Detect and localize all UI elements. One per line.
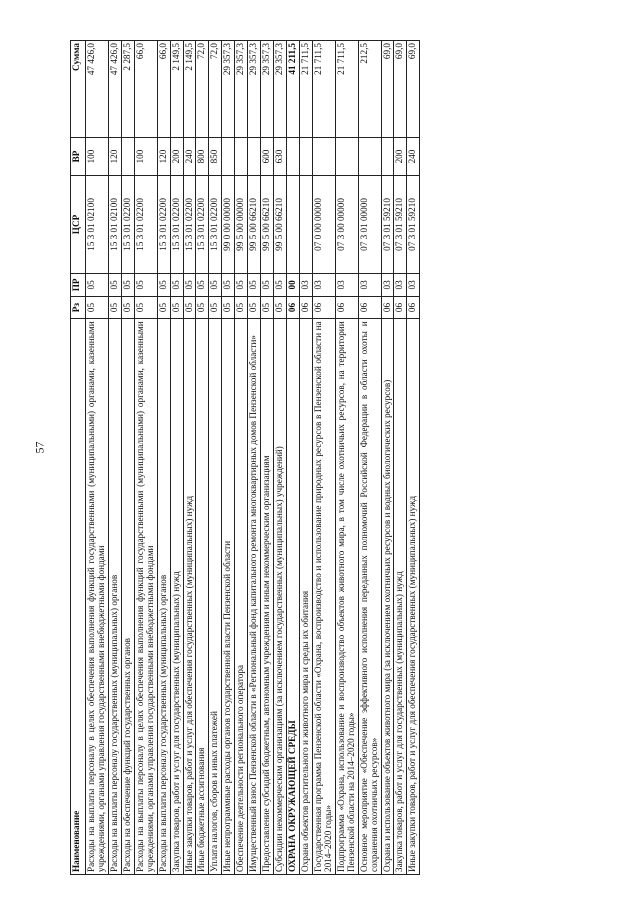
cell-rz: 06	[299, 296, 312, 319]
table-row	[335, 41, 358, 875]
table-row	[183, 41, 196, 875]
cell-vr: 200	[394, 138, 407, 176]
header-pr: ПР	[71, 274, 86, 297]
cell-rz: 05	[108, 296, 121, 319]
cell-sum: 72,0	[209, 41, 222, 138]
cell-rz: 05	[196, 296, 209, 319]
cell-pr: 05	[121, 274, 134, 297]
cell-csr: 15 3 01 02200	[157, 175, 170, 273]
table-row	[170, 41, 183, 875]
cell-csr: 07 0 00 00000	[312, 175, 335, 273]
cell-rz: 06	[312, 296, 335, 319]
cell-vr: 850	[209, 138, 222, 176]
cell-csr: 07 3 00 00000	[335, 175, 358, 273]
cell-pr: 03	[358, 274, 381, 297]
cell-vr	[335, 138, 358, 176]
header-vr: ВР	[71, 138, 86, 176]
cell-csr: 07 3 01 59210	[381, 175, 394, 273]
cell-csr: 15 3 01 02100	[108, 175, 121, 273]
cell-vr: 240	[183, 138, 196, 176]
cell-vr: 240	[407, 138, 420, 176]
cell-csr: 15 3 01 02200	[196, 175, 209, 273]
cell-name: Уплата налогов, сборов и иных платежей	[209, 319, 222, 875]
cell-pr: 05	[108, 274, 121, 297]
cell-pr: 05	[86, 274, 109, 297]
cell-vr	[235, 138, 248, 176]
cell-name: Закупка товаров, работ и услуг для государственных (муниципальных) нужд	[170, 319, 183, 875]
table-row	[381, 41, 394, 875]
cell-vr	[381, 138, 394, 176]
cell-rz: 06	[335, 296, 358, 319]
cell-sum: 29 357,3	[222, 41, 235, 138]
table-row	[299, 41, 312, 875]
page-number: 57	[32, 441, 47, 454]
cell-pr: 05	[196, 274, 209, 297]
cell-name: Охрана и использование объектов животного мира (за исключением охотничьих ресурсов и водных биологических ресурсов)	[381, 319, 394, 875]
cell-pr: 05	[248, 274, 261, 297]
cell-sum: 69,0	[394, 41, 407, 138]
cell-csr: 07 3 01 59210	[407, 175, 420, 273]
cell-pr: 05	[261, 274, 274, 297]
budget-table	[70, 40, 420, 875]
cell-vr: 120	[108, 138, 121, 176]
cell-sum: 72,0	[196, 41, 209, 138]
cell-name: Основное мероприятие «Обеспечение эффективного исполнения переданных полномочий Российской Федерации в области охоты и сохранения охотничьих ресурсов»	[358, 319, 381, 875]
cell-pr: 00	[287, 274, 300, 297]
cell-csr: 15 3 01 02200	[134, 175, 157, 273]
table-row	[157, 41, 170, 875]
cell-rz: 05	[261, 296, 274, 319]
cell-sum: 29 357,3	[274, 41, 287, 138]
cell-vr: 100	[86, 138, 109, 176]
table-row	[134, 41, 157, 875]
cell-sum: 2 149,5	[183, 41, 196, 138]
cell-rz: 05	[183, 296, 196, 319]
cell-vr	[287, 138, 300, 176]
cell-pr: 05	[235, 274, 248, 297]
cell-vr	[299, 138, 312, 176]
cell-rz: 05	[209, 296, 222, 319]
cell-vr	[312, 138, 335, 176]
cell-sum: 66,0	[134, 41, 157, 138]
cell-pr: 05	[170, 274, 183, 297]
table-row	[235, 41, 248, 875]
cell-rz: 05	[274, 296, 287, 319]
table-row	[394, 41, 407, 875]
cell-pr: 05	[209, 274, 222, 297]
cell-name: Иные закупки товаров, работ и услуг для обеспечения государственных (муниципальных) нужд	[183, 319, 196, 875]
cell-csr: 99 5 00 00000	[235, 175, 248, 273]
cell-sum: 69,0	[407, 41, 420, 138]
header-csr: ЦСР	[71, 175, 86, 273]
cell-name: Имущественный взнос Пензенской области в «Региональный фонд капитального ремонта многоквартирных домов Пензенской области»	[248, 319, 261, 875]
cell-rz: 05	[222, 296, 235, 319]
cell-csr	[299, 175, 312, 273]
cell-pr: 03	[299, 274, 312, 297]
cell-name: Субсидии некоммерческим организациям (за исключением государственных (муниципальных) учреждений)	[274, 319, 287, 875]
cell-sum: 41 211,5	[287, 41, 300, 138]
cell-name: Закупка товаров, работ и услуг для государственных (муниципальных) нужд	[394, 319, 407, 875]
cell-sum: 29 357,3	[235, 41, 248, 138]
cell-rz: 06	[381, 296, 394, 319]
cell-rz: 05	[157, 296, 170, 319]
table-row	[248, 41, 261, 875]
cell-rz: 05	[248, 296, 261, 319]
cell-rz: 05	[170, 296, 183, 319]
cell-pr: 05	[222, 274, 235, 297]
cell-pr: 05	[274, 274, 287, 297]
cell-pr: 03	[381, 274, 394, 297]
table-row	[196, 41, 209, 875]
table-row	[108, 41, 121, 875]
table-row	[287, 41, 300, 875]
cell-sum: 66,0	[157, 41, 170, 138]
cell-name: Обеспечение деятельности регионального оператора	[235, 319, 248, 875]
cell-name: Охрана объектов растительного и животного мира и среды их обитания	[299, 319, 312, 875]
table-row	[261, 41, 274, 875]
cell-vr: 600	[261, 138, 274, 176]
cell-sum: 212,5	[358, 41, 381, 138]
cell-name: Расходы на выплаты персоналу в целях обеспечения выполнения функций государственными (муниципальными) органами, казенными учреждениями, органами управления государственными внебюджетными фондами	[134, 319, 157, 875]
cell-pr: 05	[157, 274, 170, 297]
cell-name: Предоставление субсидий бюджетным, автономным учреждениям и иным некоммерческим организациям	[261, 319, 274, 875]
header-name: Наименование	[71, 319, 86, 875]
cell-sum: 47 426,0	[86, 41, 109, 138]
cell-name: Расходы на выплаты персоналу государственных (муниципальных) органов	[108, 319, 121, 875]
cell-csr: 15 3 01 02200	[170, 175, 183, 273]
cell-csr: 99 5 00 66210	[261, 175, 274, 273]
cell-sum: 47 426,0	[108, 41, 121, 138]
cell-vr	[222, 138, 235, 176]
cell-vr	[121, 138, 134, 176]
cell-sum: 2 287,5	[121, 41, 134, 138]
cell-csr: 07 3 01 00000	[358, 175, 381, 273]
cell-sum: 29 357,3	[261, 41, 274, 138]
cell-name: Подпрограмма «Охрана, использование и воспроизводство объектов животного мира, в том числе охотничьих ресурсов, на территории Пензенской области на 2014–2020 годы»	[335, 319, 358, 875]
table-row	[222, 41, 235, 875]
cell-rz: 05	[235, 296, 248, 319]
cell-csr: 99 5 00 66210	[248, 175, 261, 273]
table-row	[86, 41, 109, 875]
cell-pr: 03	[335, 274, 358, 297]
cell-name: Государственная программа Пензенской области «Охрана, воспроизводство и использование природных ресурсов в Пензенской области на 2014–2020 годы»	[312, 319, 335, 875]
cell-csr: 15 3 01 02200	[183, 175, 196, 273]
table-row	[358, 41, 381, 875]
table-row	[121, 41, 134, 875]
cell-csr: 99 0 00 00000	[222, 175, 235, 273]
cell-csr: 99 5 00 66210	[274, 175, 287, 273]
table-row	[274, 41, 287, 875]
table-row	[407, 41, 420, 875]
cell-name: Расходы на выплаты персоналу в целях обеспечения выполнения функций государственными (муниципальными) органами, казенными учреждениями, органами управления государственными внебюджетными фондами	[86, 319, 109, 875]
cell-pr: 03	[394, 274, 407, 297]
cell-csr: 15 3 01 02200	[209, 175, 222, 273]
cell-csr: 15 3 01 02200	[121, 175, 134, 273]
cell-name: Иные бюджетные ассигнования	[196, 319, 209, 875]
table-header-row	[71, 41, 86, 875]
cell-name: Иные закупки товаров, работ и услуг для обеспечения государственных (муниципальных) нужд	[407, 319, 420, 875]
cell-rz: 05	[134, 296, 157, 319]
cell-sum: 29 357,3	[248, 41, 261, 138]
cell-name: ОХРАНА ОКРУЖАЮЩЕЙ СРЕДЫ	[287, 319, 300, 875]
cell-vr: 120	[157, 138, 170, 176]
cell-csr: 15 3 01 02100	[86, 175, 109, 273]
cell-sum: 21 711,5	[312, 41, 335, 138]
cell-csr	[287, 175, 300, 273]
cell-vr	[358, 138, 381, 176]
table-row	[209, 41, 222, 875]
cell-pr: 05	[183, 274, 196, 297]
cell-csr: 07 3 01 59210	[394, 175, 407, 273]
cell-vr: 800	[196, 138, 209, 176]
header-rz: Рз	[71, 296, 86, 319]
cell-rz: 06	[287, 296, 300, 319]
cell-rz: 05	[86, 296, 109, 319]
cell-pr: 03	[312, 274, 335, 297]
cell-name: Иные непрограммные расходы органов государственной власти Пензенской области	[222, 319, 235, 875]
cell-pr: 05	[134, 274, 157, 297]
cell-name: Расходы на обеспечение функций государственных органов	[121, 319, 134, 875]
cell-rz: 06	[394, 296, 407, 319]
cell-pr: 03	[407, 274, 420, 297]
cell-name: Расходы на выплаты персоналу государственных (муниципальных) органов	[157, 319, 170, 875]
cell-sum: 21 711,5	[299, 41, 312, 138]
table-row	[312, 41, 335, 875]
cell-vr: 630	[274, 138, 287, 176]
cell-rz: 06	[358, 296, 381, 319]
cell-sum: 69,0	[381, 41, 394, 138]
cell-rz: 06	[407, 296, 420, 319]
cell-vr: 100	[134, 138, 157, 176]
cell-rz: 05	[121, 296, 134, 319]
cell-sum: 21 711,5	[335, 41, 358, 138]
header-sum: Сумма	[71, 41, 86, 138]
budget-table-container	[70, 40, 580, 875]
cell-vr: 200	[170, 138, 183, 176]
cell-sum: 2 149,5	[170, 41, 183, 138]
cell-vr	[248, 138, 261, 176]
